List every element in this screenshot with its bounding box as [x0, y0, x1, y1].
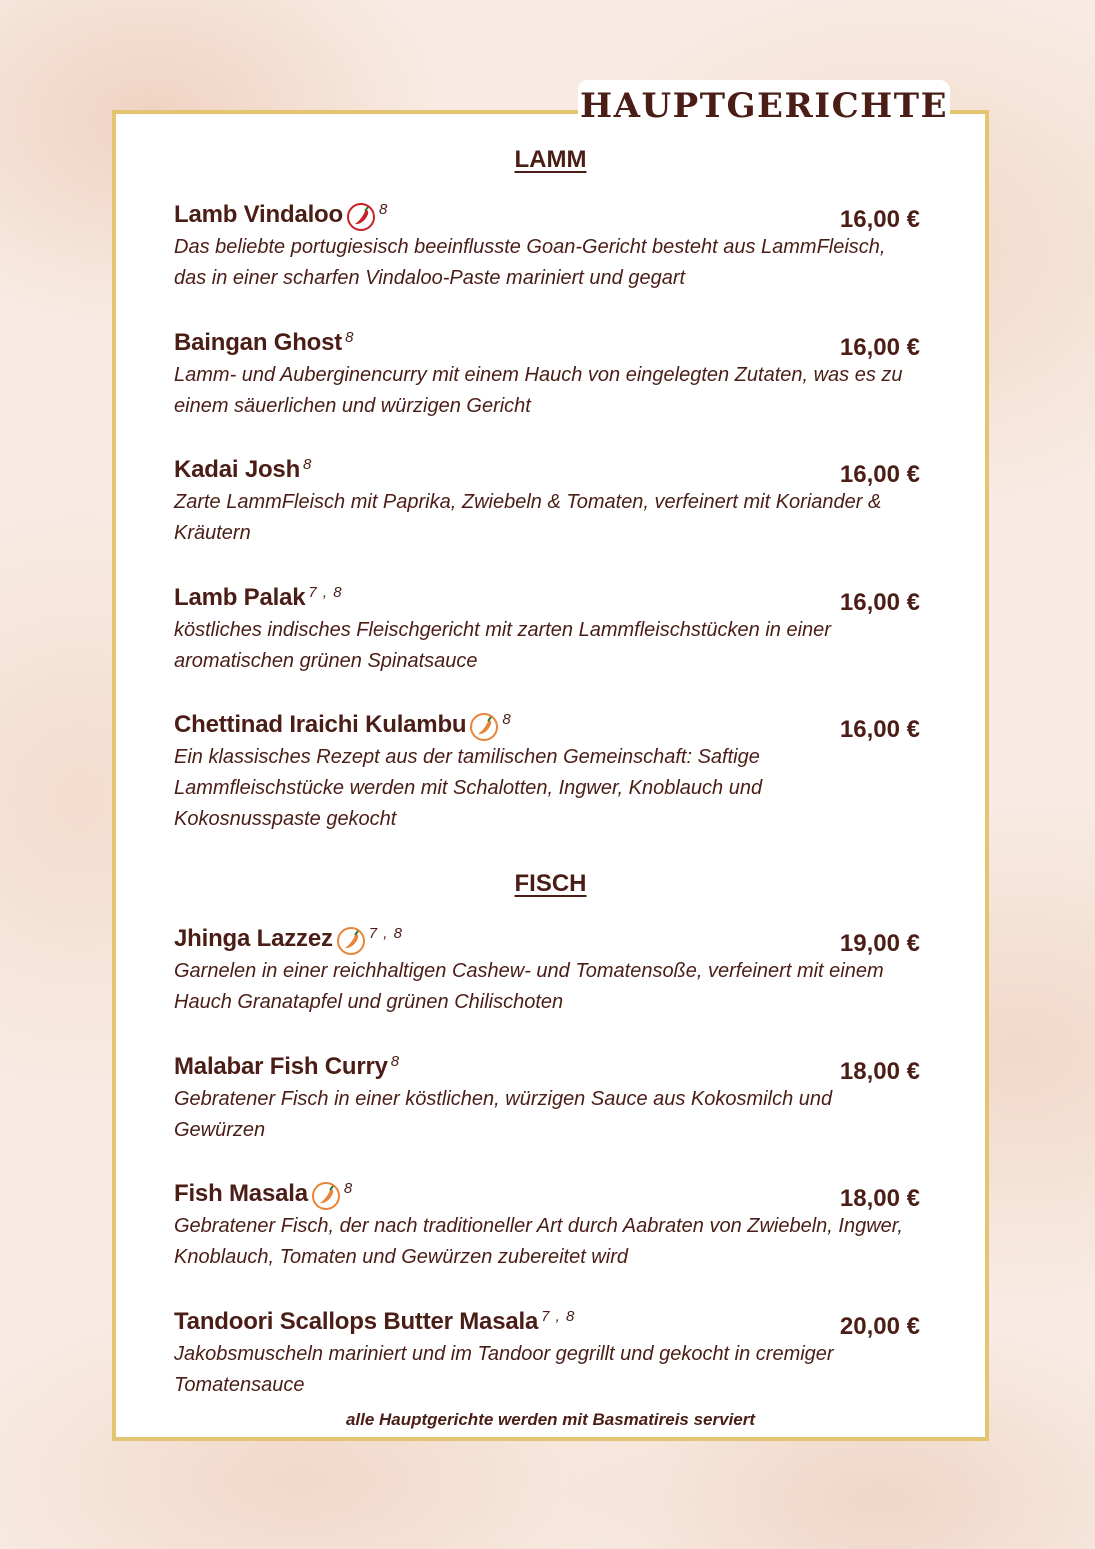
allergen-codes: 8	[378, 201, 389, 218]
dish-price: 18,00 €	[839, 1185, 920, 1212]
dish-price: 16,00 €	[839, 334, 920, 361]
dish-name: Baingan Ghost	[174, 329, 343, 356]
dish-name: Malabar Fish Curry	[174, 1053, 388, 1080]
allergen-codes: 7 , 8	[368, 925, 403, 942]
allergen-codes: 7 , 8	[541, 1308, 576, 1325]
chili-orange-icon	[311, 1181, 341, 1211]
dish-price: 19,00 €	[839, 930, 920, 957]
dish-price: 16,00 €	[839, 206, 920, 233]
dish-price: 20,00 €	[839, 1313, 920, 1340]
allergen-codes: 7 , 8	[308, 584, 343, 601]
menu-item	[174, 1179, 924, 1273]
dish-description: Gebratener Fisch in einer köstlichen, würzigen Sauce aus Kokosmilch und Gewürzen	[174, 1088, 833, 1141]
menu-item	[174, 455, 924, 549]
allergen-codes: 8	[502, 711, 512, 728]
menu-item	[174, 583, 924, 677]
menu-item	[174, 1052, 924, 1146]
dish-description: Gebratener Fisch, der nach traditioneller Art durch Aabraten von Zwiebeln, Ingwer, Knoblauch, Tomaten und Gewürzen zubereitet wird	[174, 1215, 903, 1268]
dish-price: 16,00 €	[839, 461, 920, 488]
chili-orange-icon	[336, 926, 366, 956]
dish-description: köstliches indisches Fleischgericht mit zarten Lammfleischstücken in einer aromatischen grünen Spinatsauce	[174, 619, 831, 672]
menu-item	[174, 924, 924, 1018]
dish-price: 16,00 €	[839, 589, 920, 616]
chili-orange-icon	[469, 712, 499, 742]
menu-item	[174, 710, 924, 835]
footer-note: alle Hauptgerichte werden mit Basmatireis serviert	[345, 1410, 756, 1429]
dish-description: Garnelen in einer reichhaltigen Cashew- und Tomatensoße, verfeinert mit einem Hauch Granatapfel und grünen Chilischoten	[174, 960, 884, 1013]
dish-description: Lamm- und Auberginencurry mit einem Hauch von eingelegten Zutaten, was es zu einem säuerlichen und würzigen Gericht	[174, 364, 903, 417]
allergen-codes: 8	[343, 1180, 354, 1197]
allergen-codes: 8	[303, 456, 313, 473]
dish-name: Fish Masala	[174, 1180, 308, 1207]
dish-name: Tandoori Scallops Butter Masala	[174, 1308, 539, 1335]
allergen-codes: 8	[345, 329, 355, 346]
dish-description: Ein klassisches Rezept aus der tamilischen Gemeinschaft: Saftige Lammfleischstücke werden mit Schalotten, Ingwer, Knoblauch und Kokosnusspaste gekocht	[174, 746, 763, 830]
dish-name: Kadai Josh	[174, 456, 301, 483]
dish-name: Lamb Palak	[174, 584, 306, 611]
dish-price: 18,00 €	[839, 1058, 920, 1085]
section-title-lamm: LAMM	[514, 146, 587, 173]
dish-description: Zarte LammFleisch mit Paprika, Zwiebeln & Tomaten, verfeinert mit Koriander & Kräutern	[174, 491, 882, 544]
dish-price: 16,00 €	[839, 716, 920, 743]
menu-item	[174, 200, 924, 294]
page-title: HAUPTGERICHTE	[579, 86, 949, 126]
chili-red-icon	[346, 202, 376, 232]
section-title-fisch: FISCH	[514, 870, 587, 897]
menu-item	[174, 328, 924, 422]
dish-name: Jhinga Lazzez	[174, 925, 333, 952]
dish-name: Chettinad Iraichi Kulambu	[174, 711, 467, 738]
dish-description: Jakobsmuscheln mariniert und im Tandoor gegrillt und gekocht in cremiger Tomatensauce	[174, 1343, 834, 1396]
menu-item	[174, 1307, 924, 1401]
dish-name: Lamb Vindaloo	[174, 201, 343, 228]
allergen-codes: 8	[390, 1053, 401, 1070]
dish-description: Das beliebte portugiesisch beeinflusste Goan-Gericht besteht aus LammFleisch, das in einer scharfen Vindaloo-Paste mariniert und gegart	[174, 236, 886, 289]
